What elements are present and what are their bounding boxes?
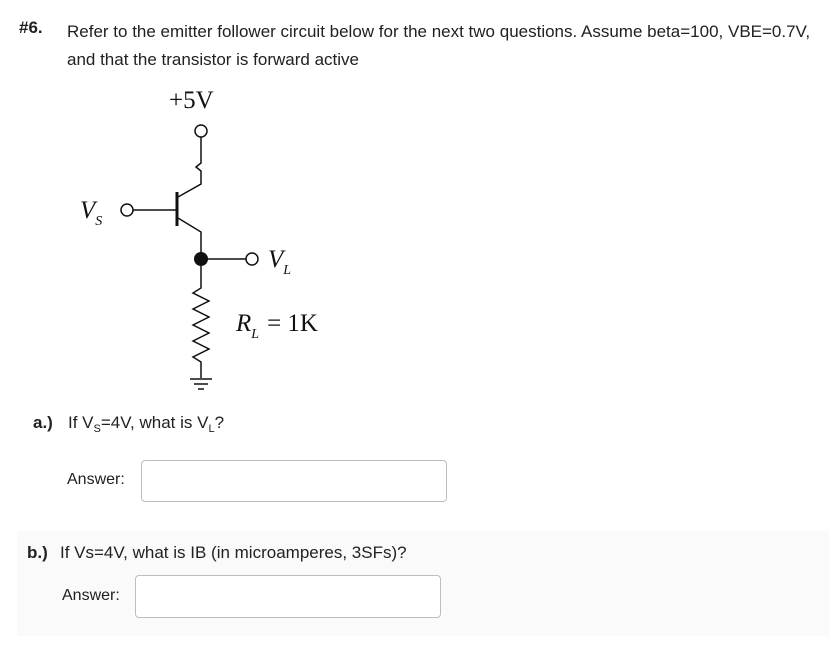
question-number: #6. bbox=[19, 18, 43, 37]
answer-b-input[interactable] bbox=[135, 575, 441, 618]
part-a-label: a.) bbox=[33, 413, 53, 432]
part-a-question: If $V_S=4V$, what is $V_L$? bbox=[68, 413, 225, 435]
input-voltage-label: $V_S$ bbox=[80, 197, 103, 229]
input-terminal bbox=[121, 204, 133, 216]
answer-a-label: Answer: bbox=[67, 471, 125, 488]
output-voltage-label: $V_L$ bbox=[268, 246, 292, 278]
supply-terminal bbox=[195, 125, 207, 137]
supply-voltage-label: +5V bbox=[169, 87, 214, 114]
question-text: Refer to the emitter follower circuit below for the next two questions. Assume beta=100, VBE=0.7V, and that the transistor is forward active bbox=[67, 22, 811, 69]
load-resistor bbox=[193, 259, 209, 378]
collector-wire bbox=[178, 137, 201, 197]
answer-a-input[interactable] bbox=[141, 460, 447, 502]
output-terminal bbox=[246, 253, 258, 265]
load-resistor-label: $R_L = 1K$ bbox=[236, 310, 318, 342]
part-b-label: b.) bbox=[27, 543, 48, 562]
emitter-wire bbox=[178, 218, 201, 258]
answer-b-label: Answer: bbox=[62, 587, 120, 604]
part-b-question: If Vs=4V, what is IB (in microamperes, 3SFs)? bbox=[60, 543, 407, 562]
